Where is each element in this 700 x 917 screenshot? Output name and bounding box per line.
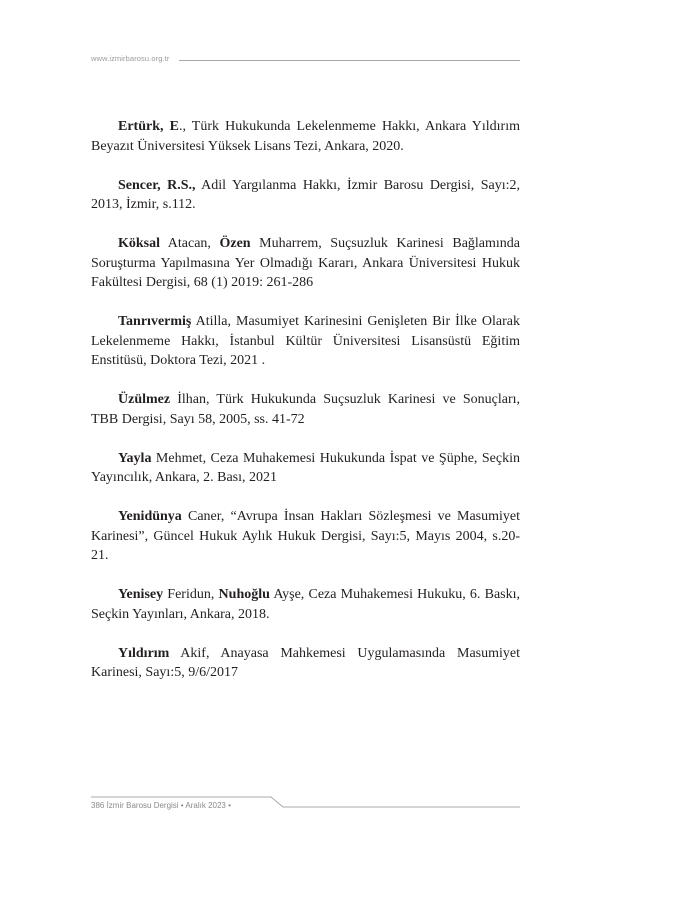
reference-text: Atacan, [160, 236, 220, 251]
reference-entry [91, 585, 520, 624]
reference-text: Adil Yargılanma Hakkı, İzmir Barosu Dergisi, Sayı:2, 2013, İzmir, s.112. [91, 177, 520, 212]
author-name: Yayla [118, 450, 152, 466]
reference-text: Muharrem, Suçsuzluk Karinesi Bağlamında Soruşturma Yapılmasına Yer Olmadığı Kararı, Ankara Üniversitesi Hukuk Fakültesi Dergisi, 68 (1) 2019: 261-286 [91, 236, 520, 290]
reference-text: Atilla, Masumiyet Karinesini Genişleten Bir İlke Olarak Lekelenmeme Hakkı, İstanbul Kültür Üniversitesi Lisansüstü Eğitim Enstitüsü, Doktora Tezi, 2021 . [91, 314, 520, 368]
reference-text: İlhan, Türk Hukukunda Suçsuzluk Karinesi ve Sonuçları, TBB Dergisi, Sayı 58, 2005, ss. 41-72 [91, 392, 520, 427]
author-name: Tanrıvermiş [118, 314, 192, 329]
author-name: Sencer, R.S., [118, 177, 196, 193]
reference-entry [91, 390, 520, 429]
reference-entry [91, 507, 520, 566]
page-header [91, 53, 520, 67]
header-url: www.izmirbarosu.org.tr [91, 54, 170, 63]
reference-entry [91, 176, 520, 215]
author-name: Yıldırım [118, 645, 170, 661]
reference-text: ., Türk Hukukunda Lekelenmeme Hakkı, Ankara Yıldırım Beyazıt Üniversitesi Yüksek Lisans Tezi, Ankara, 2020. [91, 119, 521, 154]
author-name: Yenisey [118, 587, 164, 602]
reference-list [91, 117, 520, 702]
author-name: Üzülmez [118, 392, 171, 407]
author-name: Ertürk, E [118, 119, 179, 134]
reference-entry [91, 117, 520, 156]
reference-entry [91, 449, 520, 488]
reference-text: Akif, Anayasa Mahkemesi Uygulamasında Masumiyet Karinesi, Sayı:5, 9/6/2017 [91, 645, 520, 680]
author-name: Nuhoğlu [218, 587, 270, 602]
reference-text: Caner, “Avrupa İnsan Hakları Sözleşmesi ve Masumiyet Karinesi”, Güncel Hukuk Aylık Hukuk Dergisi, Sayı:5, Mayıs 2004, s.20-21. [91, 509, 520, 563]
author-name: Yenidünya [118, 509, 182, 524]
reference-text: Feridun, [163, 587, 219, 602]
header-rule [179, 60, 520, 61]
reference-text: Ayşe, Ceza Muhakemesi Hukuku, 6. Baskı, Seçkin Yayınları, Ankara, 2018. [91, 587, 520, 622]
reference-entry [91, 234, 520, 293]
reference-entry [91, 312, 520, 371]
footer-text: 386 İzmir Barosu Dergisi • Aralık 2023 • [91, 801, 231, 810]
page-footer [91, 796, 520, 816]
author-name: Özen [219, 236, 251, 251]
reference-entry [91, 644, 520, 683]
reference-text: Mehmet, Ceza Muhakemesi Hukukunda İspat ve Şüphe, Seçkin Yayıncılık, Ankara, 2. Bası, 2021 [91, 450, 520, 485]
author-name: Köksal [118, 236, 161, 251]
